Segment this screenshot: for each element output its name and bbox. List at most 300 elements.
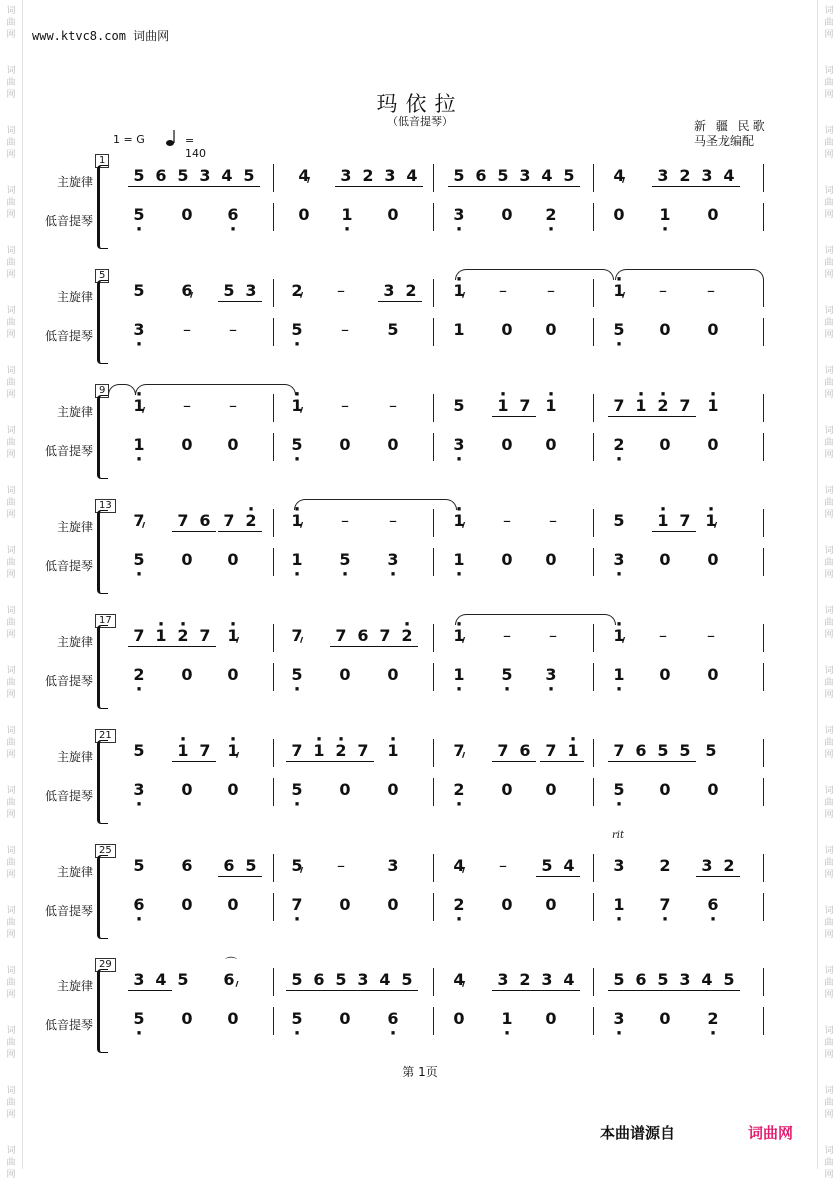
bar-line	[593, 318, 594, 346]
measure-number: 13	[95, 499, 116, 513]
note-digit: 7	[286, 741, 308, 762]
watermark-glyph: 曲	[6, 438, 16, 448]
watermark-glyph: 词	[824, 606, 834, 616]
watermark-glyph: 曲	[6, 1038, 16, 1048]
note-digit: 1 ·	[654, 205, 676, 224]
note-digit: 4 ///	[448, 970, 470, 989]
watermark-glyph: 词	[6, 1086, 16, 1096]
note-digit: · 1 ///	[222, 741, 244, 760]
note-digit: · 2	[240, 511, 262, 532]
note-digit: 5	[613, 511, 625, 530]
note-digit: 0	[181, 550, 193, 569]
note-digit: 2 ·	[448, 895, 470, 914]
note-digit: 5	[240, 856, 262, 877]
note-digit: 3	[514, 166, 536, 187]
note-digit: 2	[400, 281, 422, 302]
watermark-glyph: 曲	[6, 138, 16, 148]
note-digit: 7	[674, 511, 696, 532]
watermark-glyph: 网	[6, 750, 16, 760]
watermark-glyph: 词	[824, 906, 834, 916]
sustain-dash: –	[499, 281, 507, 300]
measure-number: 5	[95, 269, 109, 283]
note-digit: 5	[453, 396, 465, 415]
bar-line	[273, 739, 274, 767]
sustain-dash: –	[549, 626, 557, 645]
sustain-dash: –	[183, 320, 191, 339]
note-digit: 5	[387, 320, 399, 339]
watermark-glyph: 网	[6, 810, 16, 820]
note-digit: 2 ·	[128, 665, 150, 684]
note-digit: · 2	[652, 396, 674, 417]
fermata-icon: ⌒	[225, 956, 238, 970]
watermark-glyph: 曲	[6, 78, 16, 88]
part-label-melody: 主旋律	[56, 865, 93, 879]
source-label: 本曲谱源自	[600, 1124, 676, 1142]
watermark-glyph: 网	[6, 1110, 16, 1120]
watermark-glyph: 曲	[824, 258, 834, 268]
watermark-glyph: 词	[824, 966, 834, 976]
watermark-glyph: 网	[824, 570, 834, 580]
bar-line	[433, 968, 434, 996]
note-digit: · 1	[562, 741, 584, 762]
watermark-glyph: 曲	[6, 618, 16, 628]
watermark-glyph: 网	[6, 690, 16, 700]
note-digit: 6	[150, 166, 172, 187]
note-digit: · 2	[330, 741, 352, 762]
tie-arc	[108, 384, 136, 395]
note-digit: · 1 ///	[448, 511, 470, 530]
bar-line	[433, 778, 434, 806]
note-digit: 0	[545, 780, 557, 799]
sustain-dash: –	[337, 281, 345, 300]
note-digit: 5 ·	[286, 1009, 308, 1028]
note-digit: 0	[227, 665, 239, 684]
bar-line	[433, 164, 434, 192]
bar-line	[593, 624, 594, 652]
note-digit: 5 ·	[128, 1009, 150, 1028]
watermark-glyph: 词	[6, 1146, 16, 1156]
note-digit: 4 ///	[293, 166, 315, 185]
note-digit: 3	[378, 281, 400, 302]
bar-line	[433, 854, 434, 882]
note-digit: 7	[374, 626, 396, 647]
watermark-glyph: 曲	[824, 18, 834, 28]
watermark-glyph: 网	[824, 90, 834, 100]
note-digit: 5	[172, 166, 194, 187]
note-digit: 5 ·	[286, 320, 308, 339]
note-digit: 4	[536, 166, 558, 187]
watermark-glyph: 曲	[824, 1038, 834, 1048]
note-digit: 5 ·	[128, 550, 150, 569]
bar-line	[763, 164, 764, 192]
note-digit: 3 ·	[382, 550, 404, 569]
note-digit: · 1	[172, 741, 194, 762]
note-digit: 7	[352, 741, 374, 762]
watermark-glyph: 曲	[824, 438, 834, 448]
watermark-glyph: 曲	[824, 678, 834, 688]
note-digit: 0	[387, 665, 399, 684]
watermark-glyph: 词	[6, 246, 16, 256]
part-label-bass: 低音提琴	[44, 674, 93, 688]
watermark-glyph: 词	[824, 306, 834, 316]
watermark-glyph: 词	[6, 486, 16, 496]
note-digit: · 1	[652, 511, 674, 532]
watermark-glyph: 网	[6, 990, 16, 1000]
bar-line	[593, 778, 594, 806]
source-brand[interactable]: 词曲网	[748, 1124, 794, 1142]
note-digit: 0	[227, 1009, 239, 1028]
bar-line	[763, 279, 764, 307]
bass-line	[0, 318, 840, 348]
note-digit: 6 ·	[128, 895, 150, 914]
note-digit: 0	[501, 435, 513, 454]
bar-line	[273, 663, 274, 691]
note-digit: 1 ·	[448, 665, 470, 684]
note-digit: 5 ·	[286, 665, 308, 684]
watermark-glyph: 网	[6, 1050, 16, 1060]
note-digit: 0	[298, 205, 310, 224]
measure-number: 29	[95, 958, 116, 972]
note-digit: 6	[630, 741, 652, 762]
note-digit: 3 ·	[448, 205, 470, 224]
measure-number: 9	[95, 384, 109, 398]
watermark-glyph: 词	[6, 966, 16, 976]
note-digit: 0	[387, 780, 399, 799]
watermark-glyph: 词	[824, 426, 834, 436]
note-digit: 1 ·	[496, 1009, 518, 1028]
watermark-glyph: 词	[6, 126, 16, 136]
song-origin: 新 疆 民歌	[694, 119, 768, 133]
watermark-glyph: 曲	[824, 78, 834, 88]
note-digit: 5 ·	[334, 550, 356, 569]
bar-line	[593, 739, 594, 767]
watermark-glyph: 词	[824, 666, 834, 676]
tie-arc	[455, 614, 616, 625]
note-digit: 0	[181, 780, 193, 799]
watermark-glyph: 网	[824, 690, 834, 700]
note-digit: 0	[339, 1009, 351, 1028]
bar-line	[433, 509, 434, 537]
note-digit: 5	[448, 166, 470, 187]
note-digit: 0	[181, 435, 193, 454]
watermark-glyph: 曲	[824, 1098, 834, 1108]
note-digit: 0	[613, 205, 625, 224]
note-digit: 6	[181, 856, 193, 875]
watermark-glyph: 网	[824, 330, 834, 340]
note-digit: 5	[536, 856, 558, 877]
note-digit: 0	[659, 665, 671, 684]
bar-line	[593, 203, 594, 231]
watermark-glyph: 词	[6, 1026, 16, 1036]
note-digit: 7	[540, 741, 562, 762]
note-digit: · 1	[382, 741, 404, 760]
watermark-glyph: 网	[6, 930, 16, 940]
note-digit: 7	[674, 396, 696, 417]
watermark-glyph: 网	[6, 210, 16, 220]
bar-line	[763, 739, 764, 767]
watermark-glyph: 曲	[6, 918, 16, 928]
tie-arc	[135, 384, 296, 395]
bar-line	[593, 968, 594, 996]
note-digit: 6	[194, 511, 216, 532]
note-digit: 0	[339, 435, 351, 454]
note-digit: · 1 ///	[448, 281, 470, 300]
watermark-glyph: 词	[6, 426, 16, 436]
note-digit: 7	[514, 396, 536, 417]
note-digit: 1 ·	[286, 550, 308, 569]
part-label-melody: 主旋律	[56, 290, 93, 304]
note-digit: 3 ·	[128, 320, 150, 339]
note-digit: 2 ·	[608, 435, 630, 454]
note-digit: 0	[181, 895, 193, 914]
note-digit: 0	[453, 1009, 465, 1028]
note-digit: 0	[227, 780, 239, 799]
watermark-glyph: 词	[6, 606, 16, 616]
watermark-glyph: 词	[824, 846, 834, 856]
sustain-dash: –	[341, 320, 349, 339]
note-digit: 0	[387, 205, 399, 224]
watermark-glyph: 网	[6, 630, 16, 640]
note-digit: 0	[387, 435, 399, 454]
note-digit: 5 ·	[128, 205, 150, 224]
part-label-melody: 主旋律	[56, 979, 93, 993]
note-digit: 0	[707, 205, 719, 224]
note-digit: 3	[240, 281, 262, 302]
part-label-bass: 低音提琴	[44, 559, 93, 573]
bar-line	[593, 394, 594, 422]
note-digit: 7	[330, 626, 352, 647]
note-digit: 6	[218, 856, 240, 877]
note-digit: · 1 ///	[222, 626, 244, 645]
bar-line	[273, 164, 274, 192]
note-digit: 0	[339, 665, 351, 684]
watermark-glyph: 网	[6, 1170, 16, 1180]
bar-line	[763, 1007, 764, 1035]
song-arranger: 马圣龙编配	[694, 134, 755, 148]
note-digit: 0	[501, 895, 513, 914]
watermark-glyph: 词	[824, 726, 834, 736]
watermark-glyph: 曲	[6, 738, 16, 748]
watermark-glyph: 曲	[824, 378, 834, 388]
bar-line	[433, 279, 434, 307]
note-digit: 0	[181, 205, 193, 224]
watermark-glyph: 网	[6, 510, 16, 520]
watermark-glyph: 曲	[824, 738, 834, 748]
sustain-dash: –	[499, 856, 507, 875]
watermark-glyph: 网	[824, 1110, 834, 1120]
note-digit: · 1	[492, 396, 514, 417]
tempo-value: = 140	[185, 134, 206, 160]
note-digit: 3	[652, 166, 674, 187]
note-digit: 5	[652, 970, 674, 991]
note-digit: 7	[218, 511, 240, 532]
watermark-glyph: 曲	[824, 198, 834, 208]
note-digit: 2	[659, 856, 671, 875]
note-digit: 7	[194, 626, 216, 647]
sustain-dash: –	[337, 856, 345, 875]
watermark-glyph: 词	[6, 306, 16, 316]
watermark-glyph: 网	[824, 750, 834, 760]
note-digit: 3 ·	[608, 550, 630, 569]
sustain-dash: –	[341, 511, 349, 530]
bass-line	[0, 778, 840, 808]
watermark-glyph: 词	[824, 486, 834, 496]
note-digit: 7	[194, 741, 216, 762]
note-digit: · 1	[308, 741, 330, 762]
note-digit: 3	[536, 970, 558, 991]
bar-line	[763, 968, 764, 996]
measure-number: 21	[95, 729, 116, 743]
note-digit: 3	[674, 970, 696, 991]
note-digit: 4 ///	[608, 166, 630, 185]
note-digit: 3	[613, 856, 625, 875]
note-digit: 2	[674, 166, 696, 187]
note-digit: 0	[181, 1009, 193, 1028]
note-digit: 0	[659, 320, 671, 339]
melody-line	[0, 279, 840, 309]
bass-line	[0, 203, 840, 233]
watermark-glyph: 网	[6, 90, 16, 100]
note-digit: 0	[227, 895, 239, 914]
note-digit: 0	[501, 780, 513, 799]
melody-line	[0, 394, 840, 424]
watermark-glyph: 网	[824, 630, 834, 640]
note-digit: 6	[352, 626, 374, 647]
watermark-glyph: 词	[824, 546, 834, 556]
sustain-dash: –	[707, 281, 715, 300]
watermark-glyph: 词	[6, 846, 16, 856]
note-digit: 6 ///	[218, 970, 240, 989]
note-digit: 1 ·	[128, 435, 150, 454]
bar-line	[273, 203, 274, 231]
note-digit: 7 ·	[286, 895, 308, 914]
score-system	[0, 385, 840, 500]
note-digit: 1 ·	[448, 550, 470, 569]
note-digit: 3 ·	[540, 665, 562, 684]
watermark-glyph: 曲	[824, 618, 834, 628]
bar-line	[273, 968, 274, 996]
score-system	[0, 155, 840, 270]
note-digit: 4	[718, 166, 740, 187]
note-digit: 2	[718, 856, 740, 877]
watermark-glyph: 曲	[6, 798, 16, 808]
song-title: 玛依拉	[376, 92, 464, 116]
note-digit: 7 ·	[654, 895, 676, 914]
bar-line	[273, 893, 274, 921]
watermark-glyph: 网	[6, 450, 16, 460]
watermark-glyph: 曲	[6, 1098, 16, 1108]
watermark-glyph: 网	[6, 30, 16, 40]
watermark-glyph: 网	[6, 570, 16, 580]
watermark-glyph: 网	[6, 150, 16, 160]
note-digit: 0	[545, 550, 557, 569]
note-digit: 0	[659, 550, 671, 569]
watermark-glyph: 曲	[824, 858, 834, 868]
sustain-dash: –	[503, 626, 511, 645]
note-digit: 2	[514, 970, 536, 991]
note-digit: 4 ///	[448, 856, 470, 875]
note-digit: 0	[545, 895, 557, 914]
tie-arc	[294, 499, 457, 510]
watermark-glyph: 曲	[824, 1158, 834, 1168]
note-digit: 5	[218, 281, 240, 302]
note-digit: 5	[330, 970, 352, 991]
watermark-glyph: 词	[824, 1146, 834, 1156]
note-digit: 6	[630, 970, 652, 991]
bar-line	[593, 279, 594, 307]
note-digit: 0	[707, 550, 719, 569]
bar-line	[763, 854, 764, 882]
note-digit: 5 ·	[608, 320, 630, 339]
part-label-bass: 低音提琴	[44, 1018, 93, 1032]
note-digit: 6	[470, 166, 492, 187]
note-digit: · 1	[540, 396, 562, 415]
bar-line	[593, 1007, 594, 1035]
watermark-glyph: 网	[6, 330, 16, 340]
note-digit: 3 ·	[128, 780, 150, 799]
score-system	[0, 500, 840, 615]
note-digit: 5	[133, 281, 145, 300]
tie-arc	[455, 269, 614, 280]
note-digit: 5	[492, 166, 514, 187]
watermark-glyph: 曲	[6, 498, 16, 508]
sustain-dash: –	[503, 511, 511, 530]
sustain-dash: –	[229, 396, 237, 415]
measure-number: 1	[95, 154, 109, 168]
bass-line	[0, 663, 840, 693]
watermark-glyph: 曲	[6, 1158, 16, 1168]
watermark-glyph: 曲	[824, 498, 834, 508]
note-digit: 5	[286, 970, 308, 991]
tie-arc	[615, 269, 764, 280]
note-digit: 3	[128, 970, 150, 991]
note-digit: · 1 ///	[128, 396, 150, 415]
note-digit: 6 ///	[176, 281, 198, 300]
bar-line	[763, 778, 764, 806]
bar-line	[763, 433, 764, 461]
bar-line	[593, 893, 594, 921]
note-digit: · 1	[630, 396, 652, 417]
note-digit: 5	[133, 741, 145, 760]
note-digit: 4	[558, 856, 580, 877]
note-digit: 4	[401, 166, 423, 187]
note-digit: · 2	[172, 626, 194, 647]
bar-line	[763, 893, 764, 921]
note-digit: 5	[674, 741, 696, 762]
note-digit: 7	[492, 741, 514, 762]
note-digit: 3 ·	[448, 435, 470, 454]
sustain-dash: –	[389, 396, 397, 415]
watermark-glyph: 曲	[6, 318, 16, 328]
note-digit: 7 ///	[128, 511, 150, 530]
note-digit: 0	[339, 895, 351, 914]
bar-line	[593, 433, 594, 461]
note-digit: 5 ///	[286, 856, 308, 875]
part-label-melody: 主旋律	[56, 175, 93, 189]
note-digit: · 1	[702, 396, 724, 415]
note-digit: 2 ·	[702, 1009, 724, 1028]
note-digit: 5	[238, 166, 260, 187]
site-url[interactable]: www.ktvc8.com 词曲网	[32, 29, 170, 43]
bar-line	[273, 1007, 274, 1035]
key-tempo	[113, 133, 206, 160]
watermark-glyph: 词	[824, 186, 834, 196]
bar-line	[433, 394, 434, 422]
sustain-dash: –	[659, 626, 667, 645]
watermark-glyph: 网	[824, 990, 834, 1000]
note-digit: 5	[558, 166, 580, 187]
watermark-glyph: 词	[6, 726, 16, 736]
